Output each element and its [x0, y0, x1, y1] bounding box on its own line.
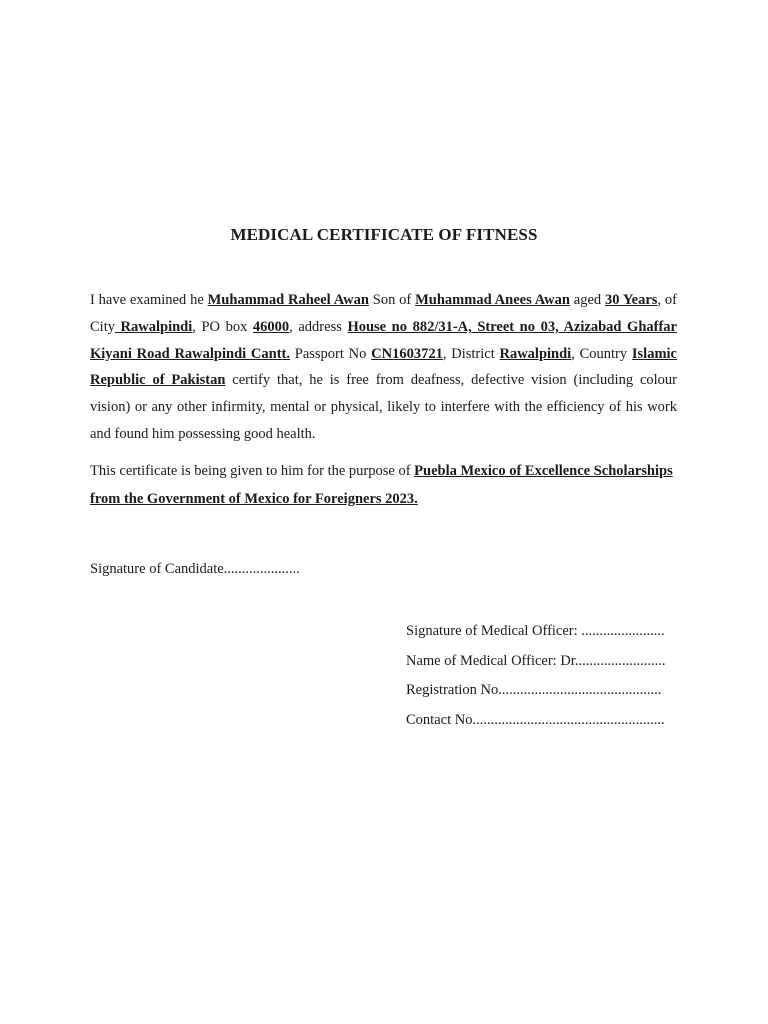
scholarship-name: Puebla Mexico of Excellence Scholarships from the Government of Mexico for Foreigners 2023.: [90, 463, 673, 507]
passport-number: CN1603721: [371, 345, 443, 362]
officer-signature-line: Signature of Medical Officer: .......................: [406, 623, 665, 639]
father-name: Muhammad Anees Awan: [415, 292, 570, 308]
country: Islamic Republic of Pakistan: [90, 345, 677, 389]
contact-number-line: Contact No.....................................................: [406, 711, 665, 728]
officer-name-line: Name of Medical Officer: Dr.........................: [406, 652, 666, 669]
registration-number-line: Registration No.............................................: [406, 682, 662, 698]
examination-paragraph: [90, 287, 677, 448]
body-text: I have examined he: [90, 292, 208, 308]
body-text: , District: [442, 345, 500, 362]
document-title: MEDICAL CERTIFICATE OF FITNESS: [230, 225, 538, 244]
candidate-signature-line: Signature of Candidate.....................: [90, 561, 300, 577]
body-text: Passport No: [290, 345, 372, 362]
address: House no 882/31-A, Street no 03, Azizabad Ghaffar Kiyani Road Rawalpindi Cantt.: [90, 318, 677, 362]
medical-officer-block: [406, 620, 678, 738]
body-text: aged: [569, 292, 606, 308]
purpose-intro: This certificate is being given to him for the purpose of: [90, 463, 415, 479]
candidate-name: Muhammad Raheel Awan: [207, 292, 369, 308]
body-text: , address: [289, 318, 348, 335]
body-text: , Country: [571, 345, 632, 362]
age: 30 Years: [605, 292, 658, 308]
district: Rawalpindi: [499, 345, 572, 362]
body-text: Son of: [368, 292, 416, 308]
purpose-paragraph: [90, 457, 677, 513]
city: Rawalpindi: [114, 318, 193, 335]
body-text: , of City: [90, 292, 677, 335]
po-box: 46000: [252, 318, 290, 335]
body-text: , PO box: [192, 318, 253, 335]
body-text: certify that, he is free from deafness, defective vision (including colour vision) or any other infirmity, mental or physical, likely to interfere with the efficiency of his work and found him possessing good health.: [90, 372, 677, 442]
